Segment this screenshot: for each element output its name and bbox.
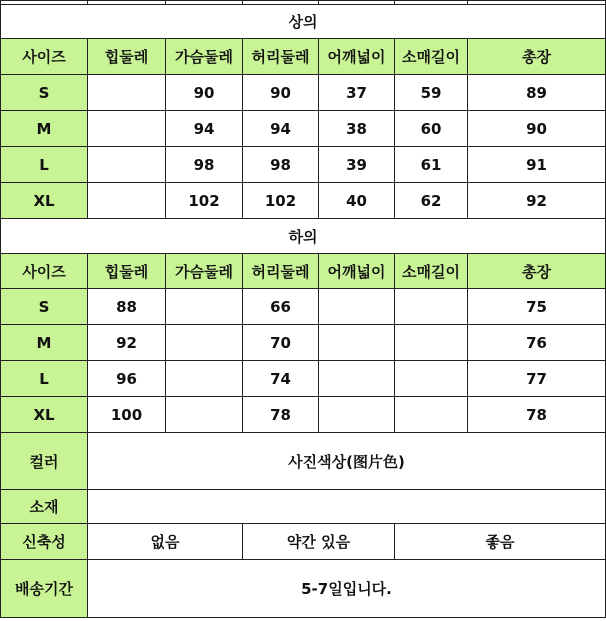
bottom-measure-cell	[395, 361, 468, 397]
top-measure-cell: 60	[395, 111, 468, 147]
top-measure-cell	[88, 183, 166, 219]
top-row-xl	[1, 183, 606, 219]
bottom-measure-cell	[166, 361, 243, 397]
top-header-cell: 허리둘레	[243, 39, 319, 75]
top-measure-cell	[88, 147, 166, 183]
bottom-header-cell: 어깨넓이	[319, 254, 395, 289]
color-row	[1, 433, 606, 490]
top-header-cell: 어깨넓이	[319, 39, 395, 75]
top-row-s	[1, 75, 606, 111]
top-header-cell: 총장	[468, 39, 606, 75]
color-label: 컬러	[1, 433, 88, 490]
top-section-title: 상의	[1, 5, 606, 39]
bottom-measure-cell	[395, 397, 468, 433]
top-measure-cell: 90	[468, 111, 606, 147]
top-header-cell: 사이즈	[1, 39, 88, 75]
bottom-measure-cell: 88	[88, 289, 166, 325]
top-header-cell: 가슴둘레	[166, 39, 243, 75]
top-measure-cell	[88, 111, 166, 147]
bottom-measure-cell: 78	[243, 397, 319, 433]
top-row-l	[1, 147, 606, 183]
bottom-row-m	[1, 325, 606, 361]
bottom-measure-cell	[166, 289, 243, 325]
shipping-label: 배송기간	[1, 560, 88, 618]
bottom-size-cell: L	[1, 361, 88, 397]
bottom-measure-cell: 78	[468, 397, 606, 433]
top-measure-cell: 89	[468, 75, 606, 111]
top-measure-cell: 98	[243, 147, 319, 183]
top-header-cell: 소매길이	[395, 39, 468, 75]
stretch-option-good: 좋음	[395, 524, 606, 560]
top-measure-cell: 102	[243, 183, 319, 219]
top-measure-cell: 90	[166, 75, 243, 111]
top-size-cell: M	[1, 111, 88, 147]
bottom-measure-cell	[166, 325, 243, 361]
bottom-size-cell: S	[1, 289, 88, 325]
bottom-measure-cell: 77	[468, 361, 606, 397]
bottom-section-title: 하의	[1, 219, 606, 254]
bottom-measure-cell: 100	[88, 397, 166, 433]
bottom-header-cell: 힙둘레	[88, 254, 166, 289]
bottom-measure-cell	[166, 397, 243, 433]
stretch-label: 신축성	[1, 524, 88, 560]
top-measure-cell: 59	[395, 75, 468, 111]
top-measure-cell: 90	[243, 75, 319, 111]
size-chart-body	[1, 1, 606, 618]
stretch-option-some: 약간 있음	[243, 524, 395, 560]
top-measure-cell: 61	[395, 147, 468, 183]
color-value: 사진색상(图片色)	[88, 433, 606, 490]
bottom-measure-cell	[395, 325, 468, 361]
material-row	[1, 490, 606, 524]
bottom-measure-cell	[395, 289, 468, 325]
bottom-measure-cell: 74	[243, 361, 319, 397]
bottom-measure-cell: 96	[88, 361, 166, 397]
bottom-measure-cell: 75	[468, 289, 606, 325]
top-row-m	[1, 111, 606, 147]
bottom-measure-cell	[319, 361, 395, 397]
material-label: 소재	[1, 490, 88, 524]
bottom-row-s	[1, 289, 606, 325]
top-title-row	[1, 5, 606, 39]
bottom-header-cell: 사이즈	[1, 254, 88, 289]
top-measure-cell	[88, 75, 166, 111]
bottom-measure-cell	[319, 289, 395, 325]
bottom-title-row	[1, 219, 606, 254]
bottom-measure-cell: 76	[468, 325, 606, 361]
top-measure-cell: 40	[319, 183, 395, 219]
bottom-row-l	[1, 361, 606, 397]
top-measure-cell: 91	[468, 147, 606, 183]
material-value	[88, 490, 606, 524]
top-measure-cell: 37	[319, 75, 395, 111]
bottom-header-cell: 가슴둘레	[166, 254, 243, 289]
bottom-header-cell: 소매길이	[395, 254, 468, 289]
bottom-header-cell: 총장	[468, 254, 606, 289]
shipping-row	[1, 560, 606, 618]
bottom-measure-cell	[319, 397, 395, 433]
bottom-size-cell: M	[1, 325, 88, 361]
top-measure-cell: 94	[243, 111, 319, 147]
top-measure-cell: 62	[395, 183, 468, 219]
shipping-value: 5-7일입니다.	[88, 560, 606, 618]
top-measure-cell: 38	[319, 111, 395, 147]
bottom-header-cell: 허리둘레	[243, 254, 319, 289]
top-header-row	[1, 39, 606, 75]
top-size-cell: S	[1, 75, 88, 111]
bottom-header-row	[1, 254, 606, 289]
top-measure-cell: 98	[166, 147, 243, 183]
bottom-measure-cell: 66	[243, 289, 319, 325]
bottom-measure-cell: 92	[88, 325, 166, 361]
bottom-row-xl	[1, 397, 606, 433]
stretch-row	[1, 524, 606, 560]
stretch-option-none: 없음	[88, 524, 243, 560]
top-measure-cell: 94	[166, 111, 243, 147]
top-measure-cell: 102	[166, 183, 243, 219]
bottom-measure-cell	[319, 325, 395, 361]
top-header-cell: 힙둘레	[88, 39, 166, 75]
top-measure-cell: 92	[468, 183, 606, 219]
top-size-cell: L	[1, 147, 88, 183]
top-measure-cell: 39	[319, 147, 395, 183]
top-size-cell: XL	[1, 183, 88, 219]
bottom-size-cell: XL	[1, 397, 88, 433]
bottom-measure-cell: 70	[243, 325, 319, 361]
